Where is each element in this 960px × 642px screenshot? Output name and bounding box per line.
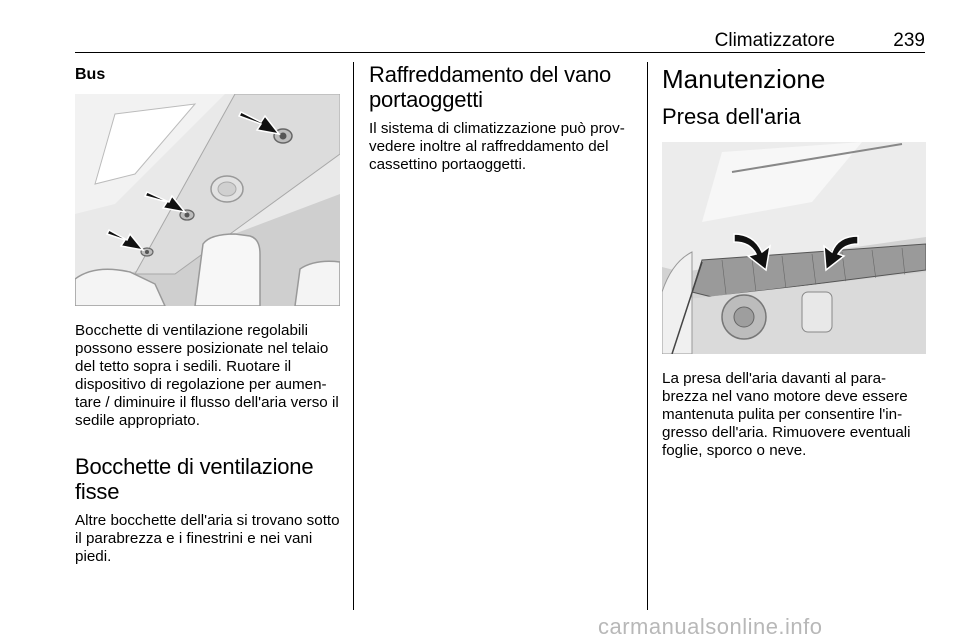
column-divider [353, 62, 354, 610]
illustration-roof-vents [75, 94, 340, 306]
paragraph-fixed-vents: Altre bocchette dell'aria si trovano sotto il parabrezza e i finestrini e nei vani piedi. [75, 512, 340, 565]
paragraph-bus: Bocchette di ventilazione regolabili possono essere posizionate nel telaio del tetto sopra i sedili. Ruotare il dispositivo di regolazione per aumen-tare / diminuire il flusso dell'aria verso il sedile appropriato. [75, 322, 339, 429]
header-title: Climatizzatore [714, 30, 835, 51]
section-heading-fixed-vents: Bocchette di ventilazione fisse [75, 454, 314, 504]
paragraph-glovebox: Il sistema di climatizzazione può prov-vedere inoltre al raffreddamento del cassettino portaoggetti. [369, 120, 625, 173]
section-heading-maintenance: Manutenzione [662, 64, 826, 94]
column-glovebox [369, 62, 632, 174]
column-bus [75, 62, 340, 566]
subheading-air-intake: Presa dell'aria [662, 104, 801, 129]
section-heading-glovebox: Raffreddamento del vano portaoggetti [369, 62, 612, 112]
watermark-text: carmanualsonline.info [598, 614, 823, 639]
page-header [75, 28, 925, 53]
paragraph-air-intake: La presa dell'aria davanti al para-brezza nel vano motore deve essere mantenuta pulita per consentire l'in-gresso dell'aria. Rimuovere eventuali foglie, sporco o neve. [662, 370, 911, 459]
page-number: 239 [893, 30, 925, 51]
column-divider [647, 62, 648, 610]
column-maintenance [662, 62, 926, 460]
section-heading-bus: Bus [75, 66, 106, 83]
illustration-air-intake [662, 142, 926, 354]
